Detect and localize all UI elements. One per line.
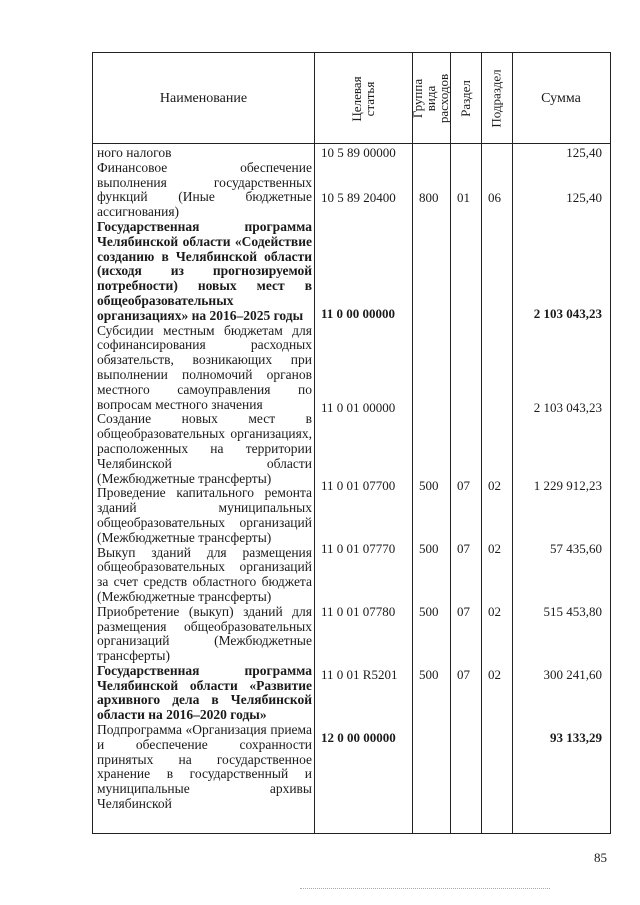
row-section: 07 xyxy=(457,541,470,556)
row-group: 800 xyxy=(419,190,439,205)
row-name: Проведение капитального ремонта зданий муниципальных общеобразовательных организаций (Межбюджетные трансферты) xyxy=(97,485,312,545)
budget-table xyxy=(92,52,611,834)
row-code: 11 0 01 07700 xyxy=(321,478,396,493)
row-sum: 2 103 043,23 xyxy=(533,306,602,321)
header-expense-group xyxy=(412,53,450,144)
name-column xyxy=(93,144,314,812)
row-code: 11 0 00 00000 xyxy=(321,306,396,321)
row-sum: 57 435,60 xyxy=(550,541,602,556)
table-header xyxy=(93,53,610,144)
page-number: 85 xyxy=(594,850,607,865)
row-name: Создание новых мест в общеобразовательных организациях, расположенных на территории Челябинской области (Межбюджетные трансферты) xyxy=(97,411,312,486)
row-section: 07 xyxy=(457,604,470,619)
row-group: 500 xyxy=(419,667,439,682)
row-name: Субсидии местным бюджетам для софинансирования расходных обязательств, возникающих при выполнении полномочий органов местного самоуправления по вопросам местного значения xyxy=(97,322,312,412)
table-body xyxy=(93,144,610,833)
row-sum: 93 133,29 xyxy=(550,730,602,745)
row-subsection: 02 xyxy=(488,604,501,619)
row-subsection: 02 xyxy=(488,541,501,556)
row-sum: 1 229 912,23 xyxy=(533,478,602,493)
footer-divider xyxy=(300,888,550,889)
row-sum: 2 103 043,23 xyxy=(533,400,602,415)
row-code: 11 0 01 R5201 xyxy=(321,667,398,682)
row-sum: 300 241,60 xyxy=(543,667,602,682)
header-expense-group-text: Группа вида расходов xyxy=(410,73,452,124)
row-group: 500 xyxy=(419,478,439,493)
row-name: Подпрограмма «Организация приема и обеспечение сохранности принятых на государственное хранение в государственный и муниципальные архивы Челябинской xyxy=(97,722,312,812)
header-section xyxy=(450,53,481,144)
header-section-text: Раздел xyxy=(458,80,473,117)
row-code: 10 5 89 20400 xyxy=(321,190,396,205)
header-subsection xyxy=(481,53,512,144)
header-name xyxy=(93,53,314,144)
header-subsection-text: Подраздел xyxy=(489,69,505,128)
header-sum-text: Сумма xyxy=(541,90,581,106)
row-name: Выкуп зданий для размещения общеобразовательных организаций за счет средств областного бюджета (Межбюджетные трансферты) xyxy=(97,544,312,604)
row-sum: 125,40 xyxy=(566,190,602,205)
row-name: Государственная программа Челябинской области «Развитие архивного дела в Челябинской области на 2016–2020 годы» xyxy=(97,662,312,723)
row-code: 11 0 01 07780 xyxy=(321,604,396,619)
row-name: Приобретение (выкуп) зданий для размещения общеобразовательных организаций (Межбюджетные трансферты) xyxy=(97,603,312,664)
row-code: 12 0 00 00000 xyxy=(321,730,396,745)
header-target-article xyxy=(314,53,412,144)
row-sum: 515 453,80 xyxy=(543,604,602,619)
row-section: 07 xyxy=(457,478,470,493)
row-sum: 125,40 xyxy=(566,145,602,160)
row-subsection: 02 xyxy=(488,667,501,682)
row-name: Государственная программа Челябинской области «Содействие созданию в Челябинской области (исходя из прогнозируемой потребности) новых мест в общеобразовательных организациях» на 2016–2025 годы xyxy=(97,218,312,323)
row-name: ного налогов xyxy=(97,145,172,160)
row-code: 11 0 01 07770 xyxy=(321,541,396,556)
header-target-article-text: Целевая статья xyxy=(349,75,377,122)
row-section: 01 xyxy=(457,190,470,205)
row-name: Финансовое обеспечение выполнения государственных функций (Иные бюджетные ассигнования) xyxy=(97,159,312,220)
header-sum xyxy=(512,53,610,144)
row-subsection: 06 xyxy=(488,190,501,205)
row-section: 07 xyxy=(457,667,470,682)
row-group: 500 xyxy=(419,604,439,619)
row-code: 11 0 01 00000 xyxy=(321,400,396,415)
row-group: 500 xyxy=(419,541,439,556)
row-code: 10 5 89 00000 xyxy=(321,145,396,160)
header-name-text: Наименование xyxy=(159,90,248,106)
row-subsection: 02 xyxy=(488,478,501,493)
